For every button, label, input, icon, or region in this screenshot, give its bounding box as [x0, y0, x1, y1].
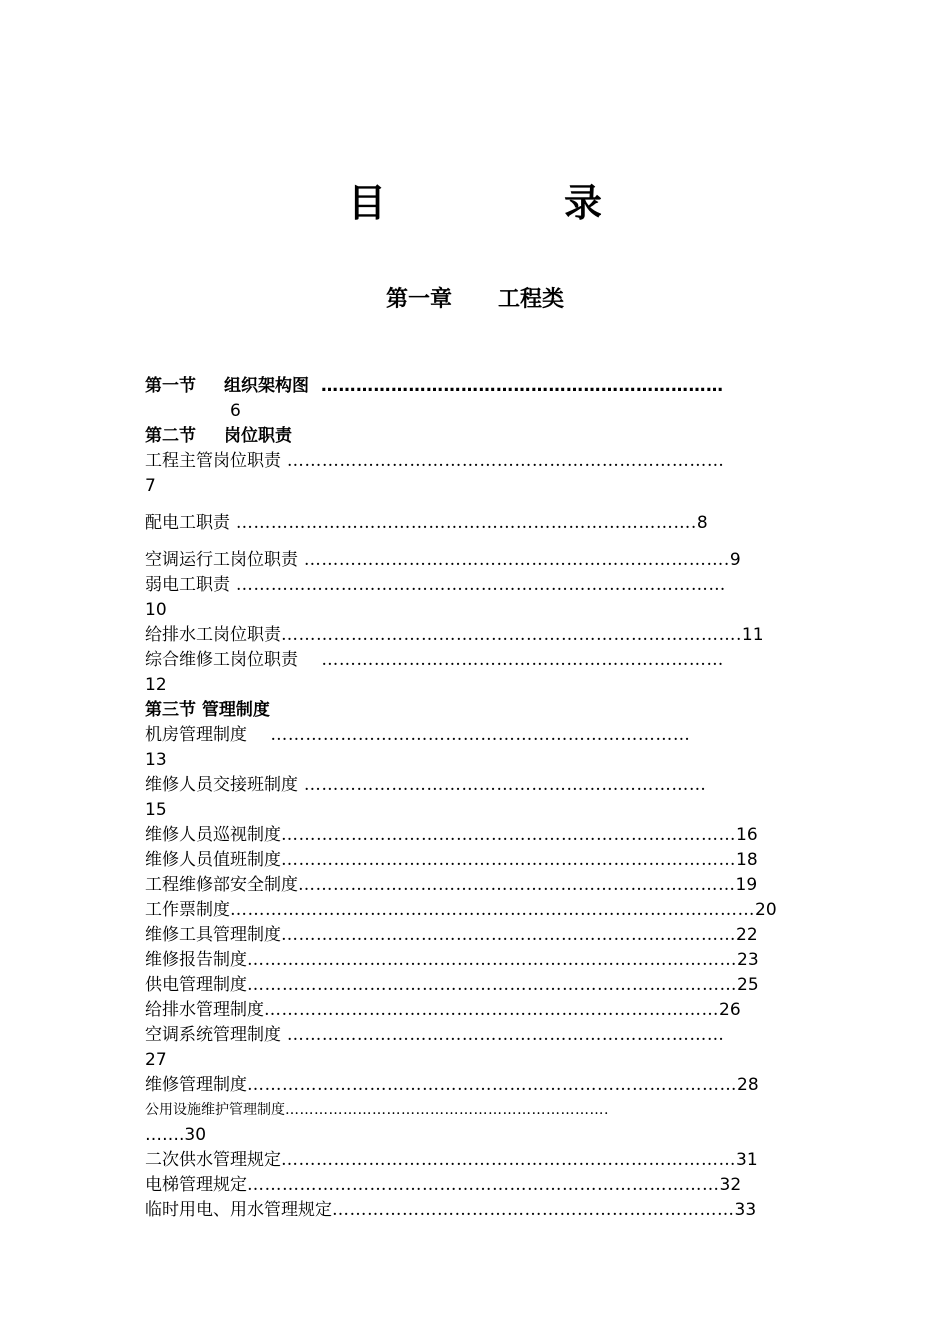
- toc-entry[interactable]: [145, 923, 807, 948]
- toc-page-number-text: 31: [736, 1150, 758, 1170]
- toc-page-number: [145, 474, 807, 499]
- toc-leader-dots: ………………………………………………………………: [247, 725, 691, 745]
- toc-entry[interactable]: [145, 1148, 807, 1173]
- toc-entry-label: 弱电工职责: [145, 575, 230, 595]
- toc-entry[interactable]: [145, 848, 807, 873]
- toc-entry-label: 给排水管理制度: [145, 1000, 264, 1020]
- toc-leader-dots: …………………………………………………………………….: [230, 513, 697, 533]
- toc-section-1[interactable]: 第一节 组织架构图 ……………………………………………………………: [145, 376, 724, 396]
- toc-entry-label: 维修人员交接班制度: [145, 775, 298, 795]
- toc-leader-dots: ……………………………………………………………: [298, 650, 724, 670]
- toc-section-3[interactable]: 第三节 管理制度: [145, 700, 270, 720]
- toc-page-number: [145, 748, 807, 773]
- toc-entry-label: 综合维修工岗位职责: [145, 650, 298, 670]
- toc-leader-dots: …………………………………………………………………: [281, 1025, 725, 1045]
- toc-entry[interactable]: [145, 998, 807, 1023]
- toc-leader-dots: ……………………………………………………………………: [281, 925, 736, 945]
- toc-leader-dots: ………………………………………………………………………: [247, 1175, 720, 1195]
- toc-page-number-text: 13: [145, 750, 167, 770]
- toc-entry[interactable]: [145, 1023, 807, 1048]
- toc-entry[interactable]: [145, 773, 807, 798]
- toc-leader-dots: …………………………………………………………………………: [230, 575, 726, 595]
- toc-page-number-text: 7: [145, 476, 156, 496]
- toc-entry-label: 工作票制度: [145, 900, 230, 920]
- toc-page-number-text: 19: [735, 875, 758, 895]
- toc-page-number: [145, 798, 807, 823]
- toc-leader-dots: …………………………………………………………………………: [247, 1075, 737, 1095]
- toc-entry-label: 电梯管理规定: [145, 1175, 247, 1195]
- toc-page-number-text: 23: [737, 950, 759, 970]
- toc-leader-dots: ……………………………………………………………………: [264, 1000, 719, 1020]
- toc-entry[interactable]: [145, 1073, 807, 1098]
- toc-page-number-text: 22: [736, 925, 758, 945]
- table-of-contents: [145, 374, 807, 1223]
- toc-page-number-text: 32: [719, 1175, 742, 1195]
- toc-entry-label: 维修人员值班制度: [145, 850, 281, 870]
- toc-entry[interactable]: [145, 1173, 807, 1198]
- toc-page-number-text: 8: [696, 513, 708, 533]
- toc-entry[interactable]: [145, 1198, 807, 1223]
- toc-entry[interactable]: [145, 623, 807, 648]
- toc-page-number: [145, 598, 807, 623]
- toc-page-number-text: 20: [755, 900, 777, 920]
- toc-entry[interactable]: [145, 511, 807, 536]
- toc-leader-dots: ………………………………………………………………………………: [230, 900, 755, 920]
- toc-page-number-text: 12: [145, 675, 167, 695]
- toc-entry[interactable]: [145, 723, 807, 748]
- toc-entry-label: 配电工职责: [145, 513, 230, 533]
- chapter-heading: [0, 284, 950, 316]
- toc-entry-label: 工程主管岗位职责: [145, 451, 281, 471]
- toc-leader-dots: ……………………………………………………………: [298, 775, 707, 795]
- toc-entry[interactable]: [145, 648, 807, 673]
- toc-entry[interactable]: [145, 873, 807, 898]
- toc-entry-label: 公用设施维护管理制度: [145, 1102, 285, 1118]
- toc-entry-label: 空调系统管理制度: [145, 1025, 281, 1045]
- toc-leader-dots: …………………………………………………………………: [298, 875, 736, 895]
- toc-leader-dots: ……………………………………………………………: [332, 1200, 735, 1220]
- document-title: 目 录: [347, 181, 672, 225]
- toc-page-number-text: 10: [145, 600, 167, 620]
- toc-leader-dots: ………………………………………………………….: [285, 1102, 609, 1118]
- toc-entry[interactable]: [145, 548, 807, 573]
- toc-page-number-text: 11: [741, 625, 764, 645]
- toc-page-number-text: 15: [145, 800, 167, 820]
- toc-page-number: [145, 1048, 807, 1073]
- toc-entry-label: 维修报告制度: [145, 950, 247, 970]
- toc-page-number-text: 28: [737, 1075, 759, 1095]
- toc-leader-dots: ……………………………………………………………………: [281, 1150, 736, 1170]
- toc-page-number-text: 18: [736, 850, 758, 870]
- toc-leader-dots: ……………………………………………………………….: [298, 550, 730, 570]
- toc-page-number-text: 26: [719, 1000, 741, 1020]
- toc-entry[interactable]: [145, 823, 807, 848]
- toc-entry[interactable]: [145, 573, 807, 598]
- toc-entry[interactable]: [145, 973, 807, 998]
- toc-page-number-text: 16: [736, 825, 758, 845]
- toc-entry[interactable]: [145, 948, 807, 973]
- toc-page-number-text: 9: [729, 550, 741, 570]
- chapter-name: 工程类: [498, 287, 565, 312]
- toc-entry-label: 工程维修部安全制度: [145, 875, 298, 895]
- toc-leader-dots: …………………………………………………………………….: [281, 625, 742, 645]
- toc-page-number: [145, 1123, 807, 1148]
- toc-leader-dots: …………………………………………………………………………: [247, 950, 737, 970]
- toc-entry[interactable]: [145, 1098, 807, 1123]
- toc-leader-dots: ……………………………………………………………………: [281, 825, 736, 845]
- toc-entry-label: 维修人员巡视制度: [145, 825, 281, 845]
- toc-entry-label: 二次供水管理规定: [145, 1150, 281, 1170]
- toc-entry-label: 机房管理制度: [145, 725, 247, 745]
- toc-page-number: 6: [230, 401, 241, 421]
- toc-entry-label: 维修工具管理制度: [145, 925, 281, 945]
- toc-entry-label: 维修管理制度: [145, 1075, 247, 1095]
- chapter-number: 第一章: [385, 287, 452, 312]
- toc-entry[interactable]: [145, 449, 807, 474]
- toc-entry-label: 给排水工岗位职责: [145, 625, 281, 645]
- toc-page-number-text: …….30: [145, 1125, 207, 1145]
- toc-leader-dots: …………………………………………………………………………: [247, 975, 737, 995]
- toc-leader-dots: ……………………………………………………………………: [281, 850, 736, 870]
- toc-page-number-text: 33: [734, 1200, 757, 1220]
- toc-entry[interactable]: [145, 898, 807, 923]
- toc-page-number-text: 25: [737, 975, 759, 995]
- toc-section-2[interactable]: 第二节 岗位职责: [145, 426, 292, 446]
- toc-entry-label: 供电管理制度: [145, 975, 247, 995]
- toc-page-number: [145, 673, 807, 698]
- toc-leader-dots: …………………………………………………………………: [281, 451, 725, 471]
- toc-entry-label: 空调运行工岗位职责: [145, 550, 298, 570]
- toc-page-number-text: 27: [145, 1050, 167, 1070]
- toc-entry-label: 临时用电、用水管理规定: [145, 1200, 332, 1220]
